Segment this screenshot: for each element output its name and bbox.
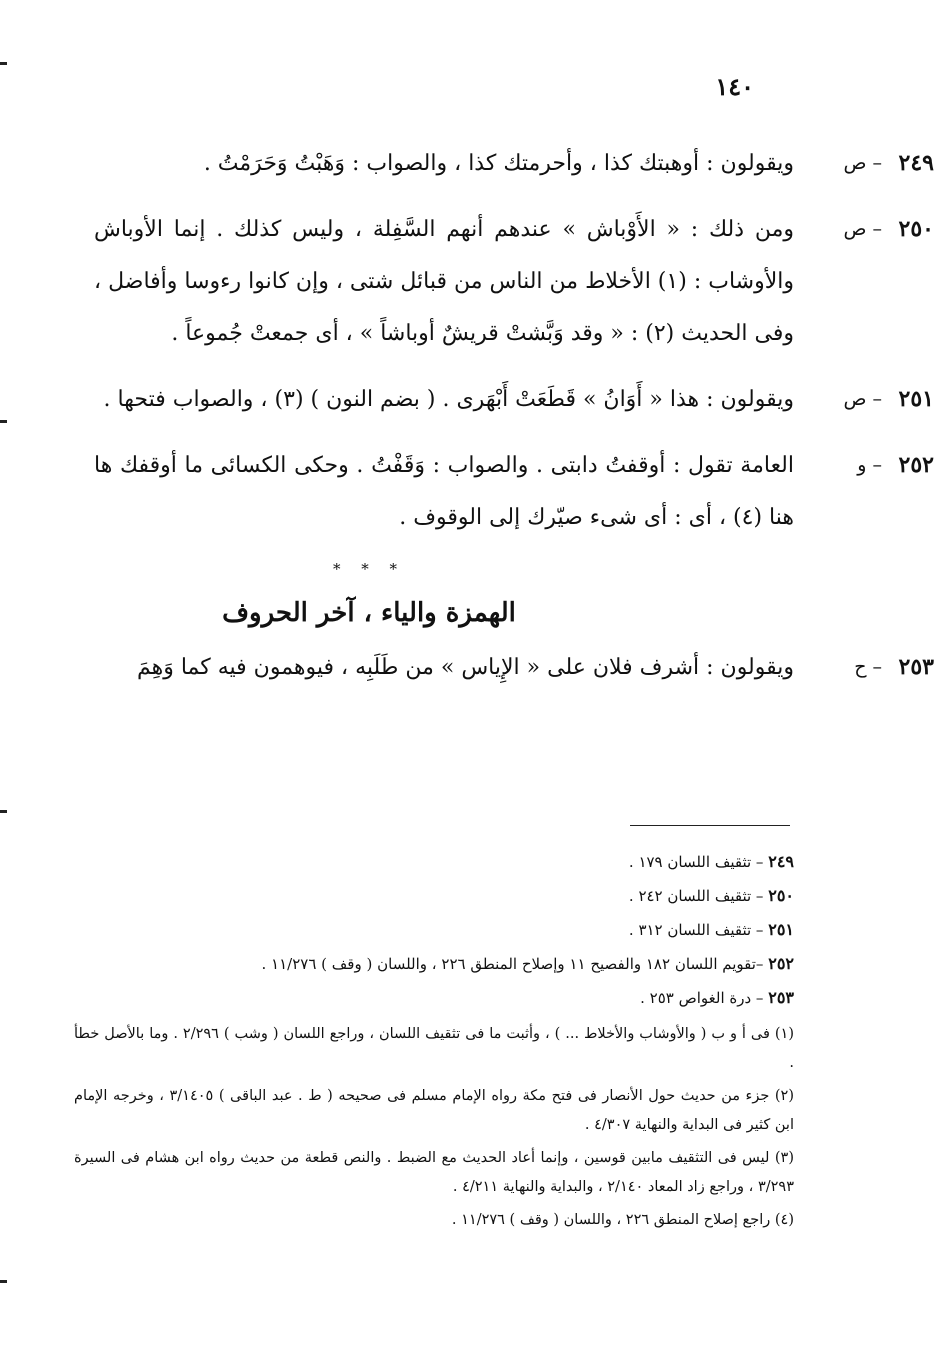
source-text: – تثقيف اللسان ٣١٢ .: [628, 921, 764, 939]
entries-section: [94, 138, 934, 708]
footnote-divider: [630, 825, 790, 826]
section-separator: * * *: [332, 560, 406, 578]
source-item: [74, 981, 794, 1015]
entry-number: ٢٥٠: [898, 216, 934, 242]
source-text: – درة الغواص ٢٥٣ .: [640, 989, 764, 1007]
entry: [94, 204, 934, 360]
entry: [94, 138, 934, 190]
entry-text: ويقولون : هذا « أَوَانُ » قَطَعَتْ أَبْهَرى . ( بضم النون ) (٣) ، والصواب فتحها .: [103, 387, 794, 412]
sources-list: [74, 845, 794, 1015]
entry-source-mark: – ص: [843, 152, 882, 174]
entry-source-mark: – ص: [843, 388, 882, 410]
footnote: (٣) ليس فى التثقيف مابين قوسين ، وإنما أعاد الحديث مع الضبط . والنص قطعة من حديث رواه ابن هشام فى السيرة ٣/٢٩٣ ، وراجع زاد المعاد ٢/١٤٠ ، والبداية والنهاية ٤/٢١١ .: [74, 1150, 794, 1195]
entry-text: ومن ذلك : « الأَوْباش » عندهم أنهم السَّفِلة ، وليس كذلك . إنما الأوباش والأوشاب : (١) الأخلاط من الناس من قبائل شتى ، وإن كانوا رءوسا وأفاضل ، وفى الحديث (٢) : « وقد وَبَّشتْ قريشٌ أوباشاً » ، أى جمعتْ جُموعاً .: [94, 217, 794, 346]
scan-edge-mark: [0, 62, 7, 65]
entry: [94, 374, 934, 426]
footnotes: [74, 1020, 794, 1239]
entry-number: ٢٥٣: [898, 654, 934, 680]
section-heading: الهمزة والياء ، آخر الحروف: [222, 598, 516, 628]
entry-source-mark: – و: [857, 454, 882, 476]
entry-source-mark: – ح: [854, 656, 882, 678]
footnote: (٤) راجع إصلاح المنطق ٢٢٦ ، واللسان ( وقف ) ١١/٢٧٦ .: [451, 1212, 794, 1228]
source-item: [74, 879, 794, 913]
source-number: ٢٤٩: [768, 852, 794, 871]
source-item: [74, 947, 794, 981]
entry-text: العامة تقول : أوقفتُ دابتى . والصواب : وَقَفْتُ . وحكى الكسائى ما أوقفك ها هنا (٤) ، أى : أى شىء صيّرك إلى الوقوف .: [94, 453, 794, 530]
entry-number: ٢٥١: [898, 386, 934, 412]
page-number: ١٤٠: [715, 72, 754, 101]
entry: [94, 440, 934, 544]
source-text: – تثقيف اللسان ٢٤٢ .: [628, 887, 764, 905]
entry-source-mark: – ص: [843, 218, 882, 240]
source-item: [74, 913, 794, 947]
footnote: (١) فى أ و ب ( والأوشاب والأخلاط ... ) ، وأثبت ما فى تثقيف اللسان ، وراجع اللسان ( وشب ) ٢/٢٩٦ . وما بالأصل خطأ .: [74, 1026, 795, 1071]
entry: [94, 642, 934, 694]
scan-edge-mark: [0, 1280, 7, 1283]
entry-number: ٢٥٢: [898, 452, 934, 478]
source-number: ٢٥٢: [768, 954, 794, 973]
source-number: ٢٥٠: [768, 886, 794, 905]
entry-number: ٢٤٩: [898, 150, 934, 176]
scan-edge-mark: [0, 420, 7, 423]
source-text: –تقويم اللسان ١٨٢ والفصيح ١١ وإصلاح المنطق ٢٢٦ ، واللسان ( وقف ) ١١/٢٧٦ .: [261, 955, 764, 973]
footnote: (٢) جزء من حديث حول الأنصار فى فتح مكة رواه الإمام مسلم فى صحيحه ( ط . عبد الباقى ) ٣/١٤٠٥ ، وخرجه الإمام ابن كثير فى البداية والنهاية ٤/٣٠٧ .: [74, 1088, 794, 1133]
source-item: [74, 845, 794, 879]
source-number: ٢٥٣: [768, 988, 794, 1007]
scan-edge-mark: [0, 810, 7, 813]
source-text: – تثقيف اللسان ١٧٩ .: [628, 853, 764, 871]
source-number: ٢٥١: [768, 920, 794, 939]
entry-text: ويقولون : أوهبتك كذا ، وأحرمتك كذا ، والصواب : وَهَبْتُ وَحَرَمْتُ .: [203, 151, 794, 176]
entry-text: ويقولون : أشرف فلان على « الإِياس » من طَلَبِه ، فيوهمون فيه كما وَهِمَ: [136, 655, 794, 680]
